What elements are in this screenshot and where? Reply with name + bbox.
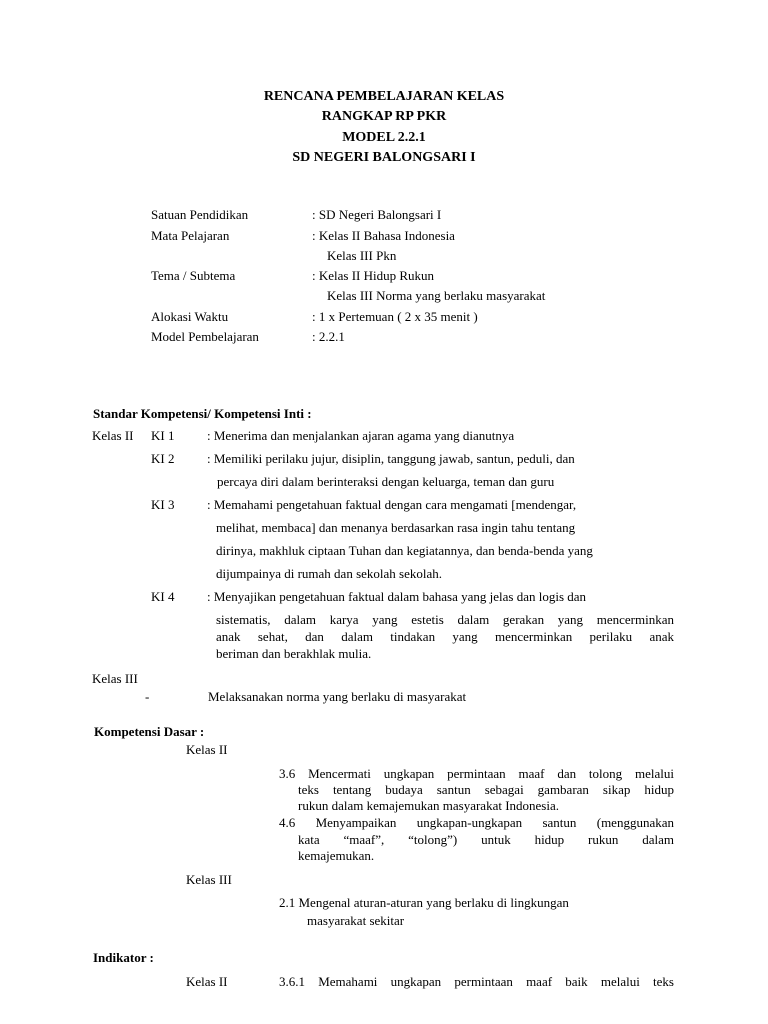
mapel-value-2: Kelas III Pkn <box>327 248 397 263</box>
kelas3-label: Kelas III <box>92 671 138 686</box>
kd21-line-2: masyarakat sekitar <box>307 913 405 928</box>
tema-value-2: Kelas III Norma yang berlaku masyarakat <box>327 288 546 303</box>
tema-value-1: : Kelas II Hidup Rukun <box>312 268 435 283</box>
ki2-line-1: : Memiliki perilaku jujur, disiplin, tanggung jawab, santun, peduli, dan <box>207 451 575 466</box>
kelas2-label: Kelas II <box>92 428 134 443</box>
model-value: : 2.2.1 <box>312 329 345 344</box>
standar-heading: Standar Kompetensi/ Kompetensi Inti : <box>93 406 312 421</box>
ki4-line-2: sistematis, dalam karya yang estetis dalam gerakan yang mencerminkan <box>216 612 674 627</box>
doc-title-line2: RANGKAP RP PKR <box>321 109 447 124</box>
ki4-label: KI 4 <box>151 589 175 604</box>
ind361-line-1: 3.6.1 Memahami ungkapan permintaan maaf baik melalui teks <box>279 974 674 989</box>
alokasi-label: Alokasi Waktu <box>151 309 229 324</box>
ki4-line-4: beriman dan berakhlak mulia. <box>216 646 372 661</box>
indikator-heading: Indikator : <box>93 950 154 965</box>
model-label: Model Pembelajaran <box>151 329 259 344</box>
ki4-line-1: : Menyajikan pengetahuan faktual dalam bahasa yang jelas dan logis dan <box>207 589 587 604</box>
kd-kelas2-label: Kelas II <box>186 742 228 757</box>
mapel-value-1: : Kelas II Bahasa Indonesia <box>312 228 455 243</box>
ki3-line-2: melihat, membaca] dan menanya berdasarkan rasa ingin tahu tentang <box>216 520 576 535</box>
doc-title-line1: RENCANA PEMBELAJARAN KELAS <box>263 89 505 104</box>
ki3-label: KI 3 <box>151 497 175 512</box>
kd36-line-3: rukun dalam kemajemukan masyarakat Indonesia. <box>298 798 559 813</box>
kelas3-text: Melaksanakan norma yang berlaku di masyarakat <box>208 689 467 704</box>
kd36-line-2: teks tentang budaya santun sebagai gambaran sikap hidup <box>298 782 674 797</box>
ki3-line-3: dirinya, makhluk ciptaan Tuhan dan kegiatannya, dan benda-benda yang <box>216 543 593 558</box>
indikator-kelas2-label: Kelas II <box>186 974 228 989</box>
tema-label: Tema / Subtema <box>151 268 236 283</box>
kd46-line-3: kemajemukan. <box>298 848 375 863</box>
ki3-line-1: : Memahami pengetahuan faktual dengan cara mengamati [mendengar, <box>207 497 577 512</box>
doc-title-line3: MODEL 2.2.1 <box>342 130 426 145</box>
alokasi-value: : 1 x Pertemuan ( 2 x 35 menit ) <box>312 309 478 324</box>
ki1-text: : Menerima dan menjalankan ajaran agama yang dianutnya <box>207 428 515 443</box>
ki2-label: KI 2 <box>151 451 175 466</box>
kelas3-dash: - <box>145 689 150 704</box>
satuan-label: Satuan Pendidikan <box>151 207 249 222</box>
doc-title-line4: SD NEGERI BALONGSARI I <box>292 150 476 165</box>
ki3-line-4: dijumpainya di rumah dan sekolah sekolah. <box>216 566 443 581</box>
kd46-line-1: 4.6 Menyampaikan ungkapan-ungkapan santun (menggunakan <box>279 815 674 830</box>
ki4-line-3: anak sehat, dan dalam tindakan yang mencerminkan perilaku anak <box>216 629 674 644</box>
kd-heading: Kompetensi Dasar : <box>94 724 205 739</box>
ki2-line-2: percaya diri dalam berinteraksi dengan keluarga, teman dan guru <box>217 474 555 489</box>
kd21-line-1: 2.1 Mengenal aturan-aturan yang berlaku di lingkungan <box>279 895 569 910</box>
ki1-label: KI 1 <box>151 428 175 443</box>
kd36-line-1: 3.6 Mencermati ungkapan permintaan maaf dan tolong melalui <box>279 766 674 781</box>
satuan-value: : SD Negeri Balongsari I <box>312 207 442 222</box>
kd-kelas3-label: Kelas III <box>186 872 232 887</box>
kd46-line-2: kata “maaf”, “tolong”) untuk hidup rukun dalam <box>298 832 674 847</box>
mapel-label: Mata Pelajaran <box>151 228 230 243</box>
